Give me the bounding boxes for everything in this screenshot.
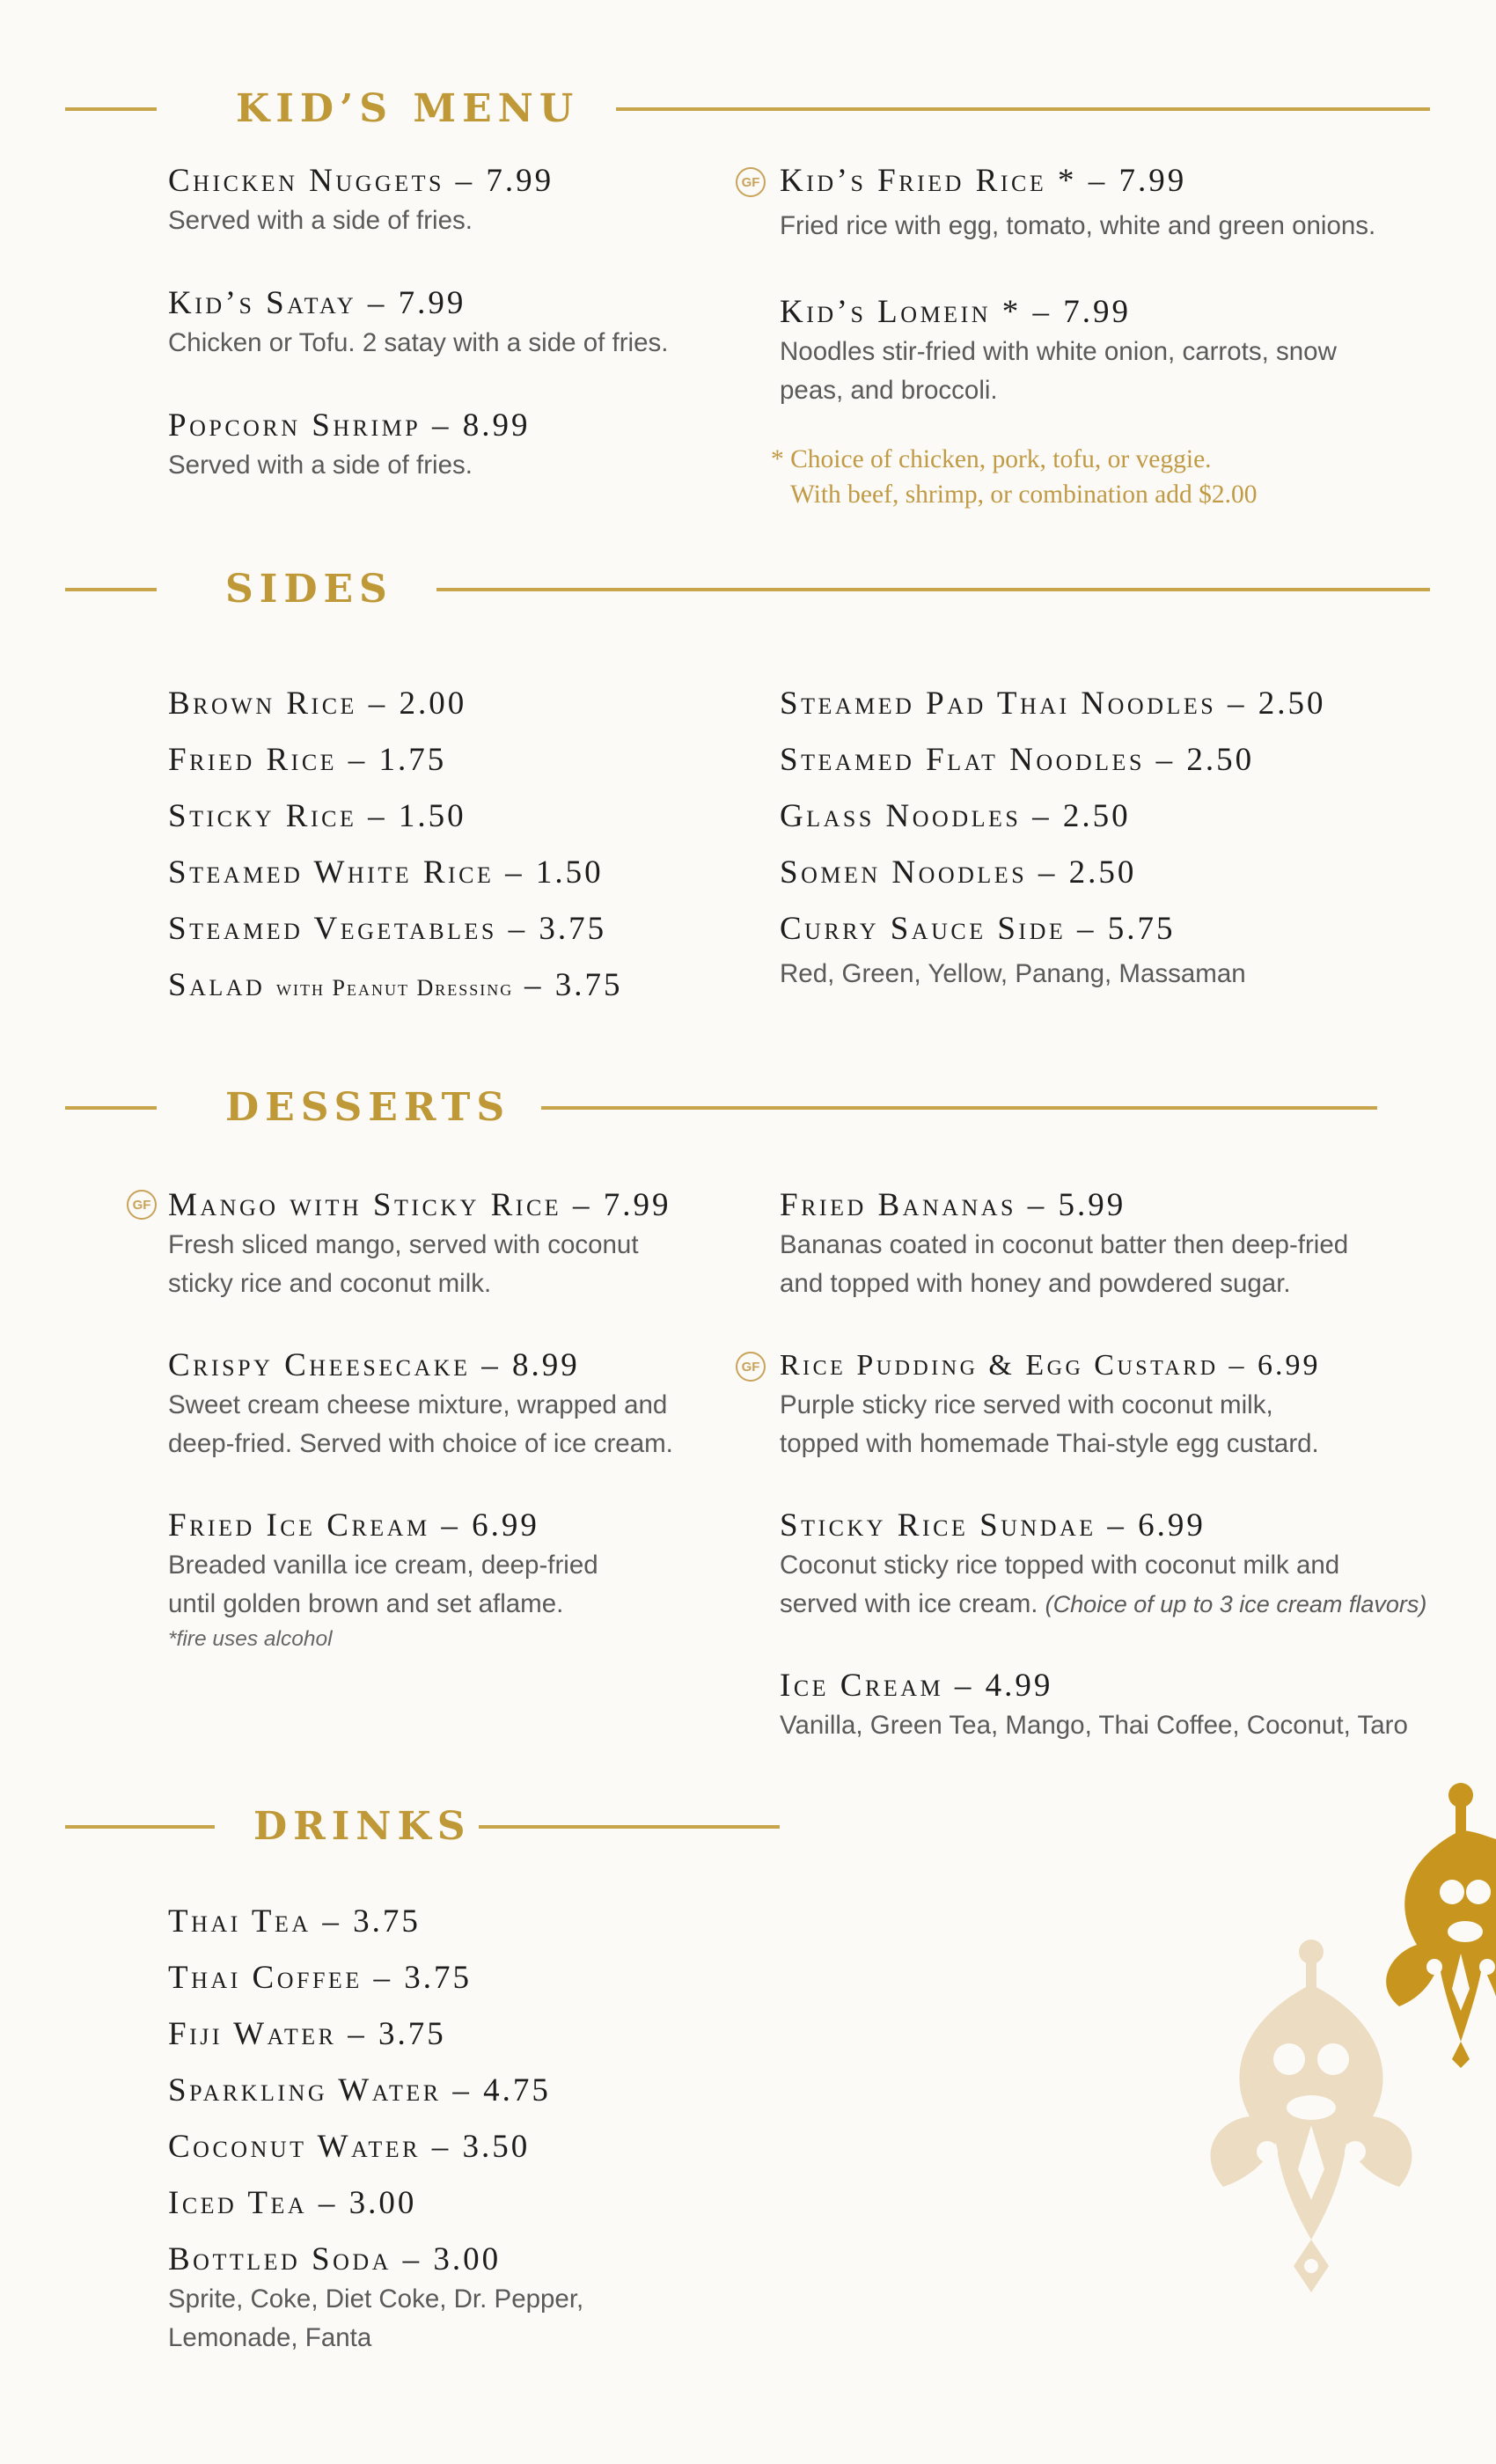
item-description: Chicken or Tofu. 2 satay with a side of fries. (168, 328, 669, 357)
item-title: Kid’s Lomein * – 7.99 (780, 294, 1131, 330)
item-title: Chicken Nuggets – 7.99 (168, 163, 554, 199)
drink-item: Thai Coffee – 3.75 (168, 1960, 472, 1996)
dessert-item: Fried Bananas – 5.99 Bananas coated in coconut batter then deep-fried and topped with honey and powdered sugar. (780, 1187, 1349, 1298)
side-item: Steamed Pad Thai Noodles – 2.50 (780, 686, 1326, 722)
dessert-item: Ice Cream – 4.99 Vanilla, Green Tea, Mango, Thai Coffee, Coconut, Taro (780, 1668, 1408, 1740)
side-item: Curry Sauce Side – 5.75 Red, Green, Yellow, Panang, Massaman (780, 909, 1246, 994)
side-item: Fried Rice – 1.75 (168, 742, 447, 778)
item-title: Sticky Rice Sundae – 6.99 (780, 1507, 1206, 1544)
header-rule-right (479, 1825, 780, 1829)
kids-footnote-line-2: With beef, shrimp, or combination add $2.00 (790, 480, 1258, 509)
drink-item: Coconut Water – 3.50 (168, 2129, 531, 2165)
section-title: KID’S MENU (236, 86, 580, 131)
section-title: DRINKS (253, 1804, 472, 1849)
drinks-header (0, 1800, 1496, 1853)
header-rule-left (65, 1106, 157, 1110)
side-item: Sticky Rice – 1.50 (168, 798, 466, 834)
item-description: Red, Green, Yellow, Panang, Massaman (780, 959, 1246, 988)
dessert-item: Rice Pudding & Egg Custard – 6.99 Purple sticky rice served with coconut milk, topped with homemade Thai-style egg custard. (780, 1346, 1321, 1463)
item-title: Crispy Cheesecake – 8.99 (168, 1347, 580, 1383)
item-description: Served with a side of fries. (168, 451, 473, 480)
sides-header (0, 563, 1496, 616)
side-item: Brown Rice – 2.00 (168, 686, 467, 722)
gluten-free-badge-icon: GF (736, 1352, 766, 1382)
item-description: Fried rice with egg, tomato, white and green onions. (780, 211, 1376, 240)
drink-item: Sparkling Water – 4.75 (168, 2072, 551, 2108)
dessert-item: Mango with Sticky Rice – 7.99 Fresh sliced mango, served with coconut sticky rice and coconut milk. (168, 1187, 671, 1298)
kids-footnote-line-1: * Choice of chicken, pork, tofu, or veggie. (771, 445, 1212, 473)
item-description-line: peas, and broccoli. (780, 376, 998, 405)
header-rule-left (65, 1825, 215, 1829)
dessert-item: Crispy Cheesecake – 8.99 Sweet cream cheese mixture, wrapped and deep-fried. Served with choice of ice cream. (168, 1347, 673, 1458)
gluten-free-badge-icon: GF (736, 167, 766, 197)
menu-item (168, 406, 530, 485)
drink-item: Fiji Water – 3.75 (168, 2016, 446, 2052)
section-title: SIDES (225, 567, 393, 612)
item-title: Kid’s Fried Rice * – 7.99 (780, 163, 1187, 199)
menu-item (168, 283, 668, 363)
menu-item (168, 161, 554, 240)
item-title: Fried Ice Cream – 6.99 (168, 1507, 539, 1544)
kids-menu-header (0, 83, 1496, 136)
item-note: *fire uses alcohol (168, 1627, 333, 1651)
section-title: DESSERTS (225, 1085, 511, 1130)
item-description-line: Noodles stir-fried with white onion, carrots, snow (780, 337, 1337, 366)
side-item: Salad with Peanut Dressing – 3.75 (168, 967, 623, 1003)
header-rule-left (65, 588, 157, 591)
drink-item: Iced Tea – 3.00 (168, 2185, 417, 2221)
item-description: Served with a side of fries. (168, 206, 473, 235)
menu-item (780, 161, 1375, 246)
item-title: Rice Pudding & Egg Custard – 6.99 (780, 1349, 1321, 1382)
item-title: Kid’s Satay – 7.99 (168, 285, 466, 321)
thai-ornament-light-icon (1197, 1936, 1426, 2297)
header-rule-right (616, 107, 1430, 111)
side-item: Steamed Flat Noodles – 2.50 (780, 742, 1255, 778)
header-rule-right (541, 1106, 1377, 1110)
side-item: Glass Noodles – 2.50 (780, 798, 1131, 834)
menu-item (780, 292, 1337, 410)
item-title: Fried Bananas – 5.99 (780, 1187, 1126, 1223)
desserts-header (0, 1082, 1496, 1134)
side-item: Steamed Vegetables – 3.75 (168, 911, 607, 947)
dessert-item: Sticky Rice Sundae – 6.99 Coconut sticky rice topped with coconut milk and served with ice cream. (Choice of up to 3 ice cream flavors) (780, 1507, 1427, 1618)
drink-item: Thai Tea – 3.75 (168, 1903, 421, 1940)
side-item: Steamed White Rice – 1.50 (168, 854, 604, 891)
header-rule-left (65, 107, 157, 111)
item-title: Popcorn Shrimp – 8.99 (168, 407, 531, 444)
header-rule-right (436, 588, 1430, 591)
drink-item: Bottled Soda – 3.00 Sprite, Coke, Diet Coke, Dr. Pepper, Lemonade, Fanta (168, 2241, 584, 2352)
dessert-item: Fried Ice Cream – 6.99 Breaded vanilla ice cream, deep-fried until golden brown and set aflame. *fire uses alcohol (168, 1506, 598, 1655)
side-item: Somen Noodles – 2.50 (780, 854, 1137, 891)
item-title: Mango with Sticky Rice – 7.99 (168, 1187, 671, 1223)
item-title: Ice Cream – 4.99 (780, 1668, 1053, 1704)
gluten-free-badge-icon: GF (127, 1190, 157, 1220)
